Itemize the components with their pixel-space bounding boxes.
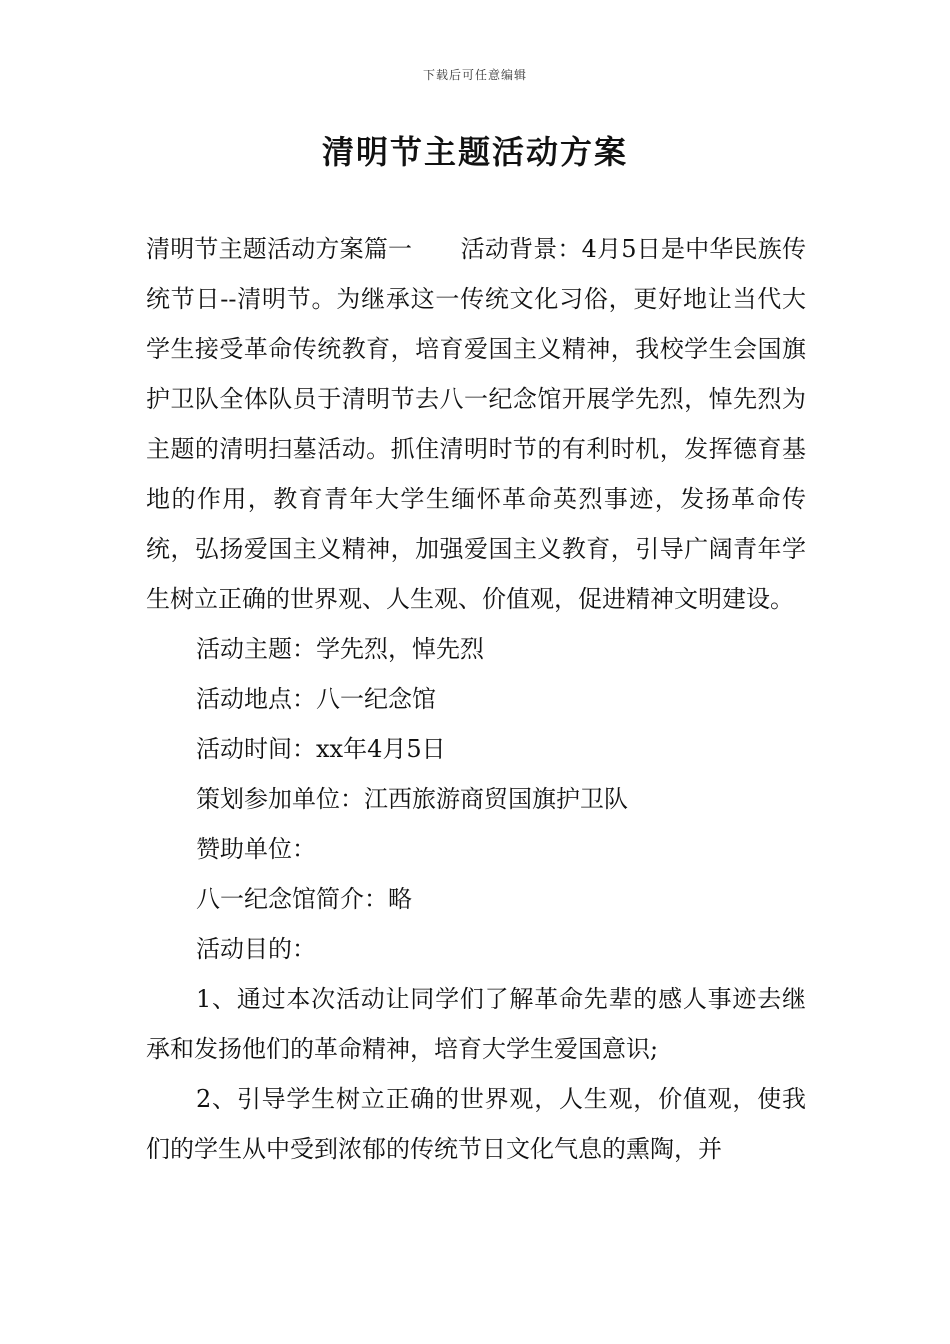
document-body <box>146 224 806 1174</box>
paragraph-purpose-2: 2、引导学生树立正确的世界观，人生观，价值观，使我们的学生从中受到浓郁的传统节日文化气息的熏陶，并 <box>146 1085 806 1163</box>
paragraph-background: 清明节主题活动方案篇一 活动背景：4月5日是中华民族传统节日--清明节。为继承这一传统文化习俗，更好地让当代大学生接受革命传统教育，培育爱国主义精神，我校学生会国旗护卫队全体队员于清明节去八一纪念馆开展学先烈，悼先烈为主题的清明扫墓活动。抓住清明时节的有利时机，发挥德育基地的作用，教育青年大学生缅怀革命英烈事迹，发扬革命传统，弘扬爱国主义精神，加强爱国主义教育，引导广阔青年学生树立正确的世界观、人生观、价值观，促进精神文明建设。 <box>146 235 806 613</box>
paragraph-museum-intro: 八一纪念馆简介：略 <box>196 885 412 913</box>
paragraph-time: 活动时间：xx年4月5日 <box>196 735 446 763</box>
paragraph-sponsor: 赞助单位： <box>196 835 316 863</box>
document-title: 清明节主题活动方案 <box>321 133 628 171</box>
paragraph-organizer: 策划参加单位：江西旅游商贸国旗护卫队 <box>196 785 628 813</box>
paragraph-purpose-1: 1、通过本次活动让同学们了解革命先辈的感人事迹去继承和发扬他们的革命精神，培育大学生爱国意识; <box>146 985 806 1063</box>
paragraph-purpose-heading: 活动目的： <box>196 935 316 963</box>
paragraph-location: 活动地点：八一纪念馆 <box>196 685 436 713</box>
header-note: 下载后可任意编辑 <box>422 68 527 82</box>
paragraph-theme: 活动主题：学先烈，悼先烈 <box>196 635 484 663</box>
